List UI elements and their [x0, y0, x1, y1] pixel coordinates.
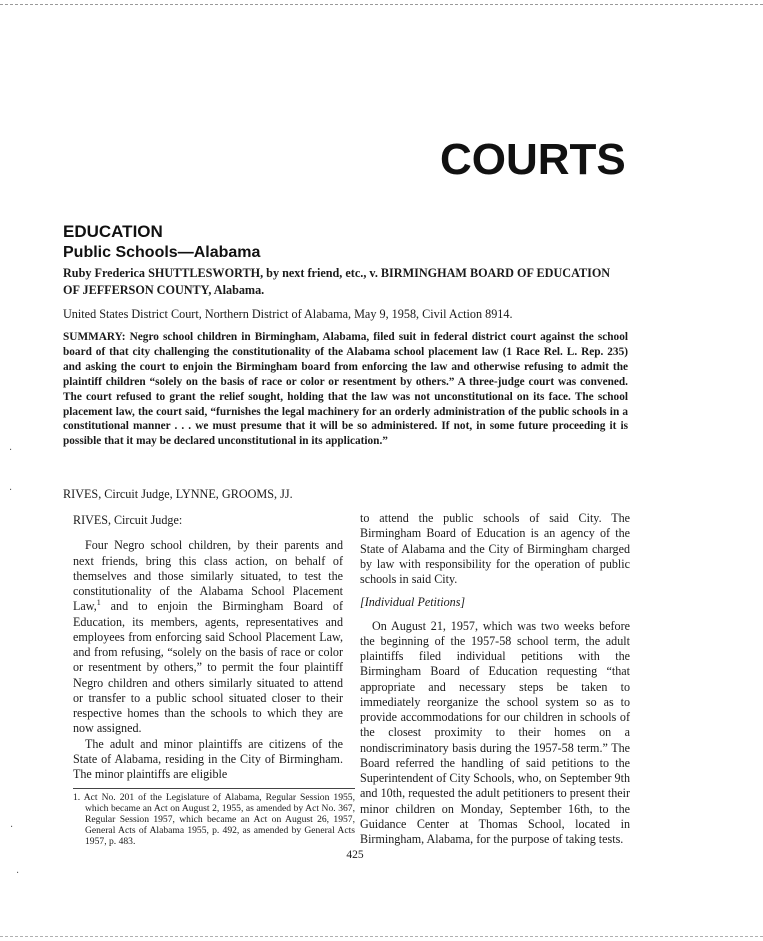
opinion-paragraph [73, 538, 343, 736]
scan-speck: · [16, 868, 20, 879]
section-title: COURTS [440, 135, 626, 184]
paragraph-text: Four Negro school children, by their parents and next friends, bring this class action, on behalf of themselves and those similarly situated, to test the constitutionality of the Alabama School Placement Law, [73, 538, 343, 614]
case-summary: SUMMARY: Negro school children in Birmingham, Alabama, filed suit in federal district court against the school board of that city challenging the constitutionality of the Alabama school placement law (1 Race Rel. L. Rep. 235) and asking the court to enjoin the Birmingham board from enforcing the law and otherwise refusing to admit the plaintiff children “solely on the basis of race or color or resentment by others.” A three-judge court was convened. The court refused to grant the relief sought, holding that the law was not unconstitutional on its face. The school placement law, the court said, “furnishes the legal machinery for an orderly administration of the public schools in a constitutional manner . . . we must presume that it will be so administered. If not, in some future proceeding it is possible that it may be declared unconstitutional in its application.” [63, 331, 628, 448]
bottom-scan-edge [0, 936, 763, 937]
case-caption: Ruby Frederica SHUTTLESWORTH, by next friend, etc., v. BIRMINGHAM BOARD OF EDUCATION OF JEFFERSON COUNTY, Alabama. [63, 266, 611, 297]
topic-heading: EDUCATION [63, 222, 163, 241]
scan-speck: · [9, 445, 13, 456]
subtopic-heading: Public Schools—Alabama [63, 244, 261, 261]
footnote-reference: 1 [96, 598, 101, 608]
page-number: 425 [346, 849, 364, 861]
opinion-paragraph: to attend the public schools of said City. The Birmingham Board of Education is an agency of the State of Alabama and the City of Birmingham charged by law with responsibility for the operation of public schools in said City. [360, 511, 630, 586]
opinion-paragraph: The adult and minor plaintiffs are citizens of the State of Alabama, residing in the City of Birmingham. The minor plaintiffs are eligible [73, 736, 343, 781]
paragraph-text: and to enjoin the Birmingham Board of Education, its members, agents, representatives and employees from enforcing said School Placement Law, and from refusing, “solely on the basis of race or color or resentment by others,” to permit the four plaintiff Negro children and others similarly situated to attend or transfer to a public school situated closer to their respective homes than the schools to which they are now assigned. [73, 599, 343, 736]
scan-speck: · [10, 822, 14, 833]
opinion-byline: RIVES, Circuit Judge: [73, 513, 183, 527]
judges-line: RIVES, Circuit Judge, LYNNE, GROOMS, JJ. [63, 487, 293, 501]
footnote: 1. Act No. 201 of the Legislature of Alabama, Regular Session 1955, which became an Act on August 2, 1955, as amended by Act No. 367, Regular Session 1957, which became an Act on August 26, 1957, General Acts of Alabama 1955, p. 492, as amended by General Acts 1957, p. 483. [73, 788, 355, 847]
section-subheading: [Individual Petitions] [360, 595, 466, 610]
court-info: United States District Court, Northern District of Alabama, May 9, 1958, Civil Action 8914. [63, 307, 513, 321]
opinion-right-column [360, 511, 630, 847]
opinion-paragraph: On August 21, 1957, which was two weeks before the beginning of the 1957-58 school term, the adult plaintiffs filed individual petitions with the Birmingham Board of Education requesting “that appropriate and necessary steps be taken to immediately reorganize the school system so as to provide accommodations for our children in schools of the closest proximity to their homes on a nondiscriminatory basis during the 1957-58 term.” The Board referred the handling of said petitions to the Superintendent of City Schools, who, on September 9th and 10th, requested the adult petitioners to present their minor children on Monday, September 16th, to the Guidance Center at Thomas School, located in Birmingham, Alabama, for the purpose of taking tests. [360, 618, 630, 846]
scan-speck: · [9, 485, 13, 496]
opinion-left-column [73, 513, 355, 848]
top-scan-edge [0, 4, 763, 5]
